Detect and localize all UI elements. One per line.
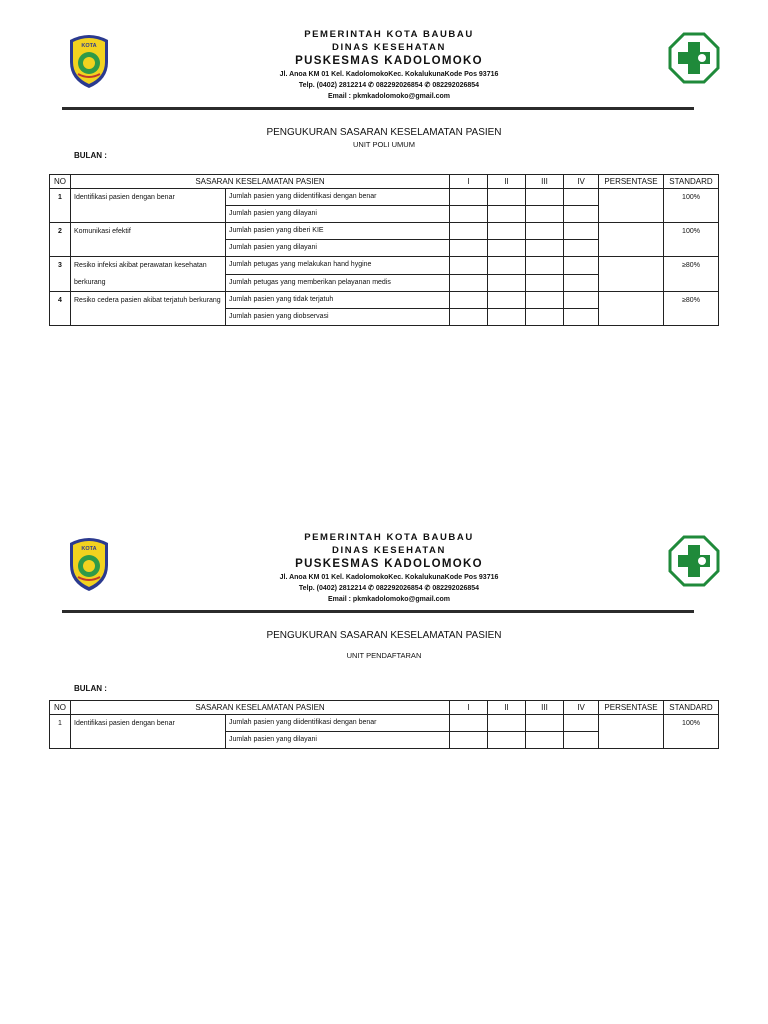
- cell-i[interactable]: [450, 206, 488, 223]
- table-row: [50, 292, 719, 309]
- cell-i[interactable]: [450, 223, 488, 240]
- cell-iv[interactable]: [564, 206, 599, 223]
- bulan-label: BULAN :: [74, 684, 107, 693]
- cell-iii[interactable]: [526, 240, 564, 257]
- row-standard: ≥80%: [664, 292, 719, 326]
- row-no: 2: [50, 223, 71, 257]
- kemenkes-logo-icon: [668, 32, 720, 84]
- document-title: PENGUKURAN SASARAN KESELAMATAN PASIEN: [266, 127, 502, 138]
- unit-label: UNIT POLI UMUM: [353, 140, 415, 149]
- kota-baubau-crest-icon: [64, 535, 114, 593]
- cell-ii[interactable]: [488, 223, 526, 240]
- col-persentase: PERSENTASE: [599, 701, 664, 715]
- row-indicator-numerator: Jumlah pasien yang tidak terjatuh: [226, 292, 450, 309]
- table-header-row: [50, 701, 719, 715]
- cell-ii[interactable]: [488, 257, 526, 275]
- col-iii: III: [526, 175, 564, 189]
- row-indicator-denominator: Jumlah petugas yang memberikan pelayanan medis: [226, 274, 450, 292]
- table-row: [50, 223, 719, 240]
- col-standard: STANDARD: [664, 175, 719, 189]
- col-no: NO: [50, 701, 71, 715]
- cell-ii[interactable]: [488, 240, 526, 257]
- cell-persentase[interactable]: [599, 715, 664, 749]
- measurement-table: [49, 700, 719, 749]
- row-no: 1: [50, 189, 71, 223]
- cell-ii[interactable]: [488, 732, 526, 749]
- puskesmas-name: PUSKESMAS KADOLOMOKO: [295, 55, 483, 67]
- cell-iii[interactable]: [526, 309, 564, 326]
- cell-iii[interactable]: [526, 292, 564, 309]
- address-line: Jl. Anoa KM 01 Kel. KadolomokoKec. KokalukunaKode Pos 93716: [279, 574, 499, 581]
- col-i: I: [450, 701, 488, 715]
- col-iv: IV: [564, 175, 599, 189]
- cell-i[interactable]: [450, 257, 488, 275]
- col-i: I: [450, 175, 488, 189]
- letterhead: [200, 531, 578, 605]
- col-standard: STANDARD: [664, 701, 719, 715]
- cell-ii[interactable]: [488, 189, 526, 206]
- row-indicator-denominator: Jumlah pasien yang diobservasi: [226, 309, 450, 326]
- gov-line: PEMERINTAH KOTA BAUBAU: [304, 29, 474, 40]
- cell-iv[interactable]: [564, 309, 599, 326]
- cell-i[interactable]: [450, 292, 488, 309]
- row-standard: 100%: [664, 223, 719, 257]
- cell-persentase[interactable]: [599, 292, 664, 326]
- cell-i[interactable]: [450, 309, 488, 326]
- unit-label: UNIT PENDAFTARAN: [346, 651, 422, 660]
- row-indicator-numerator: Jumlah pasien yang diidentifikasi dengan benar: [226, 189, 450, 206]
- col-sasaran: SASARAN KESELAMATAN PASIEN: [71, 701, 450, 715]
- row-standard: ≥80%: [664, 257, 719, 292]
- col-iv: IV: [564, 701, 599, 715]
- col-ii: II: [488, 701, 526, 715]
- cell-i[interactable]: [450, 189, 488, 206]
- cell-iii[interactable]: [526, 732, 564, 749]
- agency-line: DINAS KESEHATAN: [332, 42, 446, 53]
- puskesmas-name: PUSKESMAS KADOLOMOKO: [295, 558, 483, 570]
- cell-iv[interactable]: [564, 240, 599, 257]
- address-line: Jl. Anoa KM 01 Kel. KadolomokoKec. KokalukunaKode Pos 93716: [279, 71, 499, 78]
- row-sasaran: Identifikasi pasien dengan benar: [71, 189, 226, 223]
- col-sasaran: SASARAN KESELAMATAN PASIEN: [71, 175, 450, 189]
- table-header-row: [50, 175, 719, 189]
- row-indicator-denominator: Jumlah pasien yang dilayani: [226, 240, 450, 257]
- email-line: Email : pkmkadolomoko@gmail.com: [328, 596, 450, 603]
- table-row: [50, 715, 719, 732]
- kemenkes-logo-icon: [668, 535, 720, 587]
- gov-line: PEMERINTAH KOTA BAUBAU: [304, 532, 474, 543]
- cell-iii[interactable]: [526, 715, 564, 732]
- measurement-table: [49, 174, 719, 326]
- row-standard: 100%: [664, 715, 719, 749]
- cell-iv[interactable]: [564, 274, 599, 292]
- email-line: Email : pkmkadolomoko@gmail.com: [328, 93, 450, 100]
- cell-iv[interactable]: [564, 257, 599, 275]
- cell-ii[interactable]: [488, 206, 526, 223]
- agency-line: DINAS KESEHATAN: [332, 545, 446, 556]
- cell-iii[interactable]: [526, 274, 564, 292]
- row-sasaran: Komunikasi efektif: [71, 223, 226, 257]
- letterhead: [200, 28, 578, 102]
- row-no: 3: [50, 257, 71, 292]
- cell-ii[interactable]: [488, 309, 526, 326]
- row-indicator-numerator: Jumlah pasien yang diberi KIE: [226, 223, 450, 240]
- row-no: 1: [50, 715, 71, 749]
- row-indicator-numerator: Jumlah pasien yang diidentifikasi dengan benar: [226, 715, 450, 732]
- cell-iii[interactable]: [526, 257, 564, 275]
- cell-ii[interactable]: [488, 292, 526, 309]
- table-row: [50, 189, 719, 206]
- cell-iv[interactable]: [564, 732, 599, 749]
- phone-line: Telp. (0402) 2812214 ✆ 082292026854 ✆ 082292026854: [298, 585, 480, 592]
- cell-ii[interactable]: [488, 274, 526, 292]
- cell-iv[interactable]: [564, 715, 599, 732]
- cell-i[interactable]: [450, 240, 488, 257]
- table-row: [50, 257, 719, 275]
- cell-iv[interactable]: [564, 189, 599, 206]
- cell-i[interactable]: [450, 732, 488, 749]
- row-indicator-denominator: Jumlah pasien yang dilayani: [226, 732, 450, 749]
- row-sasaran: Resiko infeksi akibat perawatan kesehatan berkurang: [71, 257, 226, 292]
- row-sasaran: Identifikasi pasien dengan benar: [71, 715, 226, 749]
- col-iii: III: [526, 701, 564, 715]
- crest-label: KOTA: [81, 43, 97, 49]
- phone-line: Telp. (0402) 2812214 ✆ 082292026854 ✆ 082292026854: [298, 82, 480, 89]
- crest-label: KOTA: [81, 546, 97, 552]
- document-title: PENGUKURAN SASARAN KESELAMATAN PASIEN: [266, 630, 502, 641]
- kota-baubau-crest-icon: [64, 32, 114, 90]
- cell-i[interactable]: [450, 715, 488, 732]
- col-persentase: PERSENTASE: [599, 175, 664, 189]
- header-rule: [62, 610, 694, 613]
- cell-iv[interactable]: [564, 223, 599, 240]
- row-indicator-numerator: Jumlah petugas yang melakukan hand hygine: [226, 257, 450, 275]
- header-rule: [62, 107, 694, 110]
- cell-persentase[interactable]: [599, 223, 664, 257]
- cell-persentase[interactable]: [599, 189, 664, 223]
- row-indicator-denominator: Jumlah pasien yang dilayani: [226, 206, 450, 223]
- cell-iii[interactable]: [526, 206, 564, 223]
- cell-persentase[interactable]: [599, 257, 664, 292]
- cell-i[interactable]: [450, 274, 488, 292]
- row-no: 4: [50, 292, 71, 326]
- cell-ii[interactable]: [488, 715, 526, 732]
- cell-iv[interactable]: [564, 292, 599, 309]
- col-ii: II: [488, 175, 526, 189]
- row-standard: 100%: [664, 189, 719, 223]
- col-no: NO: [50, 175, 71, 189]
- bulan-label: BULAN :: [74, 151, 107, 160]
- cell-iii[interactable]: [526, 189, 564, 206]
- row-sasaran: Resiko cedera pasien akibat terjatuh berkurang: [71, 292, 226, 326]
- cell-iii[interactable]: [526, 223, 564, 240]
